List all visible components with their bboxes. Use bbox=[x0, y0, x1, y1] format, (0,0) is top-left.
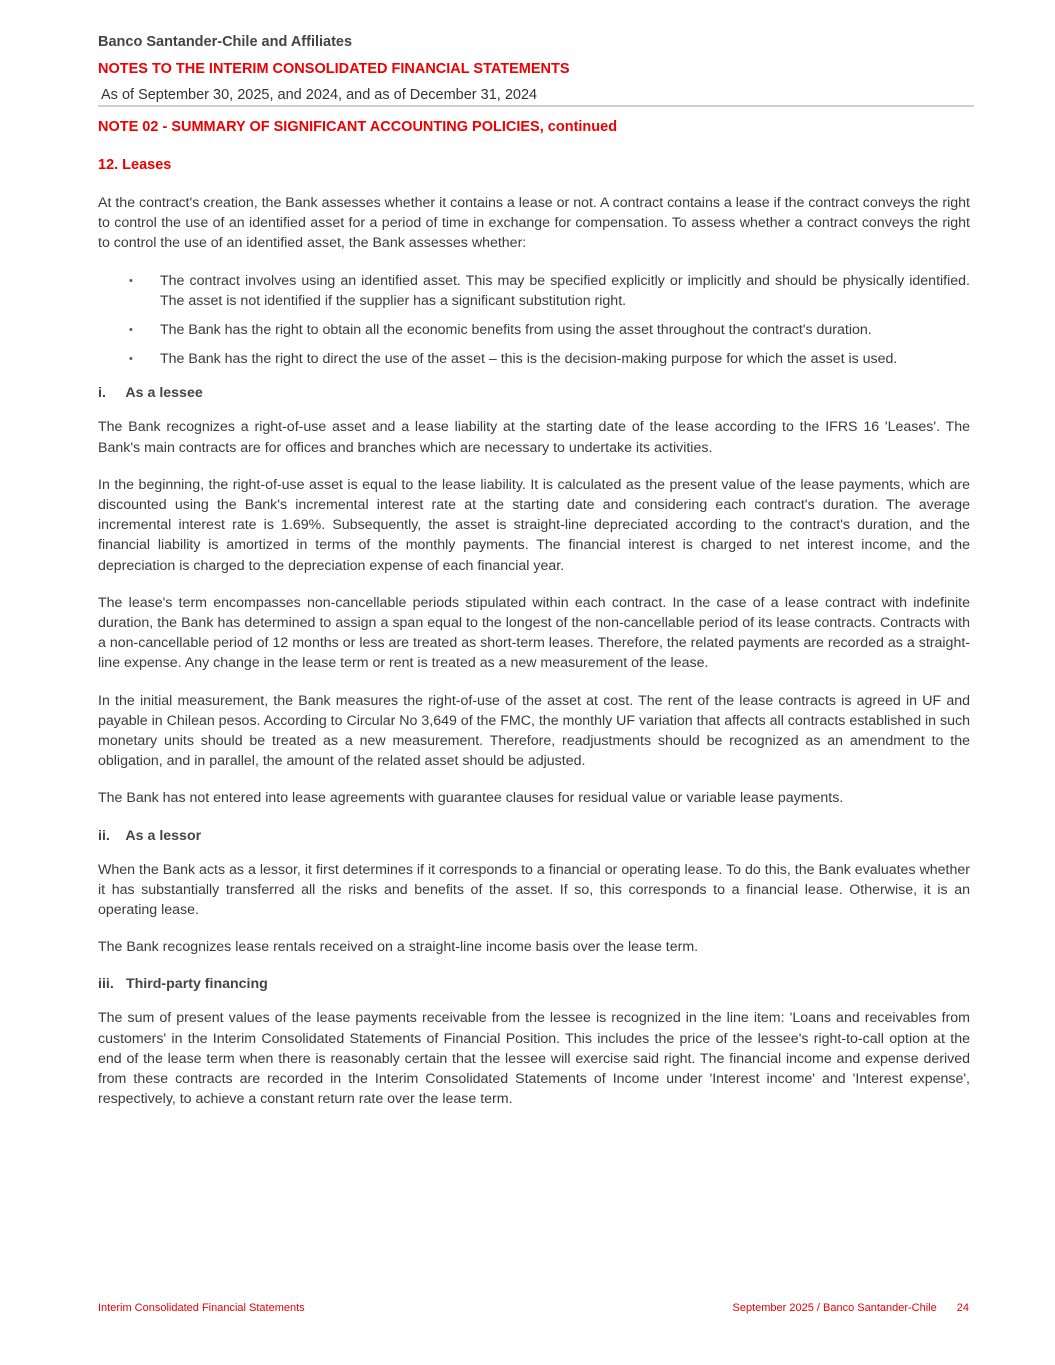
subsection-heading-lessor: ii. As a lessor bbox=[98, 827, 202, 844]
list-item: • The contract involves using an identified asset. This may be specified explicitly or implicitly and should be physically identified. The asset is not identified if the supplier has a significant substitution right. bbox=[129, 272, 970, 309]
note-heading: NOTE 02 - SUMMARY OF SIGNIFICANT ACCOUNTING POLICIES, continued bbox=[98, 119, 618, 135]
footer-document-title: Interim Consolidated Financial Statements bbox=[98, 1302, 305, 1314]
paragraph: The Bank has not entered into lease agreements with guarantee clauses for residual value or variable lease payments. bbox=[98, 790, 844, 807]
paragraph: The sum of present values of the lease payments receivable from the lessee is recognized in the line item: 'Loans and receivables from customers' in the Interim Consolidated Statements of Financial Position. This includes the price of the lessee's right-to-call option at the end of the lease term when there is reasonably certain that the lessee will exercise said right. The financial income and expense derived from these contracts are recorded in the Interim Consolidated Statements of Income under 'Interest income' and 'Interest expense', respectively, to achieve a constant return rate over the lease term. bbox=[98, 1010, 970, 1108]
report-date-line: As of September 30, 2025, and 2024, and as of December 31, 2024 bbox=[101, 87, 538, 103]
subsection-heading-third-party: iii. Third-party financing bbox=[98, 976, 268, 993]
paragraph: The lease's term encompasses non-cancellable periods stipulated within each contract. In the case of a lease contract with indefinite duration, the Bank has determined to assign a span equal to the longest of the non-cancellable period of its lease contracts. Contracts with a non-cancellable period of 12 months or less are treated as short-term leases. Therefore, the related payments are recorded as a straight-line expense. Any change in the lease term or rent is treated as a new measurement of the lease. bbox=[98, 594, 970, 672]
paragraph: In the initial measurement, the Bank measures the right-of-use of the asset at cost. The rent of the lease contracts is agreed in UF and payable in Chilean pesos. According to Circular No 3,649 of the FMC, the monthly UF variation that affects all contracts established in such monetary units should be treated as a new measurement. Therefore, readjustments should be recognized as an amendment to the obligation, and in parallel, the amount of the related asset should be adjusted. bbox=[98, 692, 970, 770]
bullet-icon: • bbox=[129, 274, 133, 287]
bullet-icon: • bbox=[129, 324, 133, 337]
footer-right bbox=[733, 1302, 970, 1314]
footer-date-bank: September 2025 / Banco Santander-Chile bbox=[732, 1302, 937, 1314]
paragraph: The Bank recognizes lease rentals received on a straight-line income basis over the lease term. bbox=[98, 939, 699, 956]
document-body bbox=[98, 193, 970, 1127]
paragraph: In the beginning, the right-of-use asset is equal to the lease liability. It is calculated as the present value of the lease payments, which are discounted using the Bank's incremental interest rate at the starting date and considering each contract's duration. The average incremental interest rate is 1.69%. Subsequently, the asset is straight-line depreciated according to the contract's duration, and the financial liability is amortized in terms of the monthly payments. The financial interest is charged to net interest income, and the depreciation is charged to the depreciation expense of each financial year. bbox=[98, 476, 970, 574]
notes-title: NOTES TO THE INTERIM CONSOLIDATED FINANCIAL STATEMENTS bbox=[98, 61, 570, 77]
subsection-heading-lessee: i. As a lessee bbox=[98, 385, 203, 402]
criteria-list bbox=[98, 271, 970, 370]
header-divider bbox=[98, 105, 974, 107]
paragraph: The Bank recognizes a right-of-use asset and a lease liability at the starting date of the lease according to the IFRS 16 'Leases'. The Bank's main contracts are for offices and branches which are necessary to undertake its activities. bbox=[98, 419, 970, 456]
bullet-icon: • bbox=[129, 353, 133, 366]
list-item: • The Bank has the right to obtain all the economic benefits from using the asset throughout the contract's duration. bbox=[98, 320, 970, 340]
page-number: 24 bbox=[956, 1302, 969, 1314]
company-name: Banco Santander-Chile and Affiliates bbox=[98, 34, 353, 50]
paragraph: When the Bank acts as a lessor, it first determines if it corresponds to a financial or operating lease. To do this, the Bank evaluates whether it has substantially transferred all the risks and benefits of the asset. If so, this corresponds to a financial lease. Otherwise, it is an operating lease. bbox=[98, 861, 970, 919]
intro-paragraph: At the contract's creation, the Bank assesses whether it contains a lease or not. A contract contains a lease if the contract conveys the right to control the use of an identified asset for a period of time in exchange for compensation. To assess whether a contract conveys the right to control the use of an identified asset, the Bank assesses whether: bbox=[98, 195, 970, 252]
section-title: 12. Leases bbox=[98, 157, 172, 173]
list-item: • The Bank has the right to direct the use of the asset – this is the decision-making purpose for which the asset is used. bbox=[98, 349, 970, 369]
